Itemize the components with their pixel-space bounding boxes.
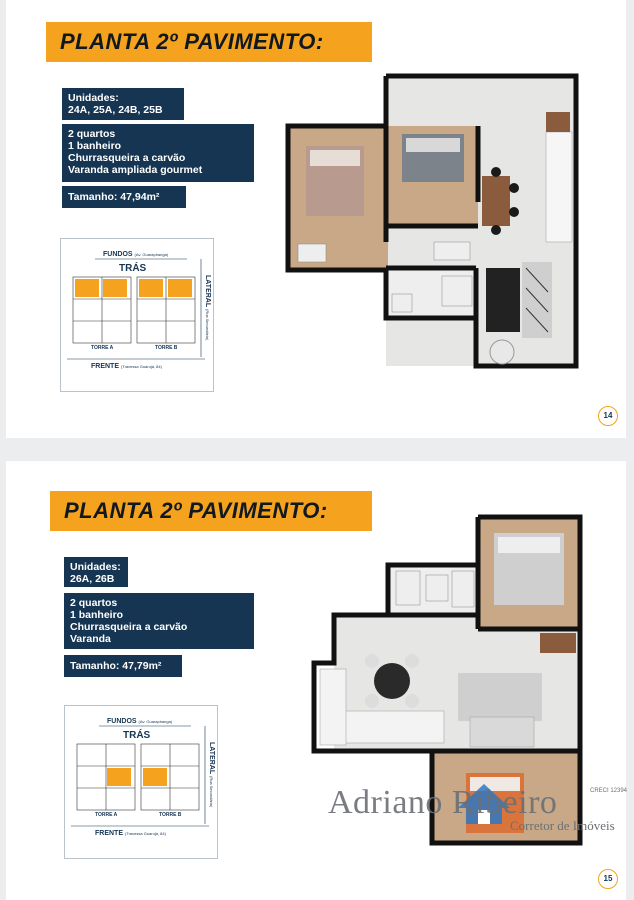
frente-note: (Travessa Guarujá, 84) — [120, 364, 162, 369]
units-box — [64, 557, 128, 587]
size-box — [64, 655, 182, 677]
frente-text: FRENTE — [95, 830, 123, 837]
torre-b-label: TORRE B — [159, 812, 182, 818]
page-number: 14 — [598, 406, 618, 426]
features-box — [62, 124, 254, 182]
features-box — [64, 593, 254, 649]
torre-a-label: TORRE A — [95, 812, 118, 818]
page-title: PLANTA 2º PAVIMENTO: — [50, 491, 372, 531]
feature-item: Varanda — [70, 633, 111, 645]
site-lateral-label — [204, 275, 211, 340]
units-label: Unidades: — [70, 561, 121, 573]
feature-item: Varanda ampliada gourmet — [68, 164, 203, 176]
feature-item: 2 quartos — [70, 597, 118, 609]
feature-item: 1 banheiro — [70, 609, 124, 621]
site-frente-label — [91, 363, 162, 370]
fundos-note: (Av. Guarapiranga) — [134, 252, 169, 257]
feature-item: 1 banheiro — [68, 140, 122, 152]
lateral-note: (Rua Secundária) — [209, 775, 214, 808]
page-number: 15 — [598, 869, 618, 889]
watermark-logo — [328, 780, 630, 836]
lateral-text: LATERAL — [208, 742, 215, 775]
fundos-note: (Av. Guarapiranga) — [138, 719, 173, 724]
site-plan — [60, 238, 214, 392]
site-plan — [64, 705, 218, 859]
watermark-name: Adriano Ribeiro — [328, 784, 558, 821]
frente-note: (Travessa Guarujá, 84) — [124, 831, 166, 836]
site-fundos-label — [103, 251, 168, 258]
lateral-note: (Rua Secundária) — [205, 308, 210, 341]
units-label: Unidades: — [68, 92, 119, 104]
feature-item: Churrasqueira a carvão — [68, 152, 186, 164]
feature-item: Churrasqueira a carvão — [70, 621, 188, 633]
fundos-text: FUNDOS — [107, 718, 137, 725]
torre-a-label: TORRE A — [91, 345, 114, 351]
torre-b-label: TORRE B — [155, 345, 178, 351]
site-tras-label: TRÁS — [119, 263, 147, 274]
site-tras-label: TRÁS — [123, 730, 151, 741]
size-value: Tamanho: 47,94m² — [68, 191, 160, 203]
size-value: Tamanho: 47,79m² — [70, 660, 162, 672]
size-box — [62, 186, 186, 208]
site-frente-label — [95, 830, 166, 837]
watermark-subtitle: Corretor de Imóveis — [510, 818, 615, 833]
floor-plan-image — [282, 72, 582, 372]
frente-text: FRENTE — [91, 363, 119, 370]
brochure-page-14 — [6, 0, 626, 438]
fundos-text: FUNDOS — [103, 251, 133, 258]
watermark-creci: CRECI 12394 — [590, 788, 628, 794]
units-value: 24A, 25A, 24B, 25B — [68, 104, 163, 116]
page-title: PLANTA 2º PAVIMENTO: — [46, 22, 372, 62]
feature-item: 2 quartos — [68, 128, 116, 140]
units-box — [62, 88, 184, 120]
site-fundos-label — [107, 718, 172, 725]
lateral-text: LATERAL — [204, 275, 211, 308]
units-value: 26A, 26B — [70, 573, 115, 585]
site-lateral-label — [208, 742, 215, 807]
